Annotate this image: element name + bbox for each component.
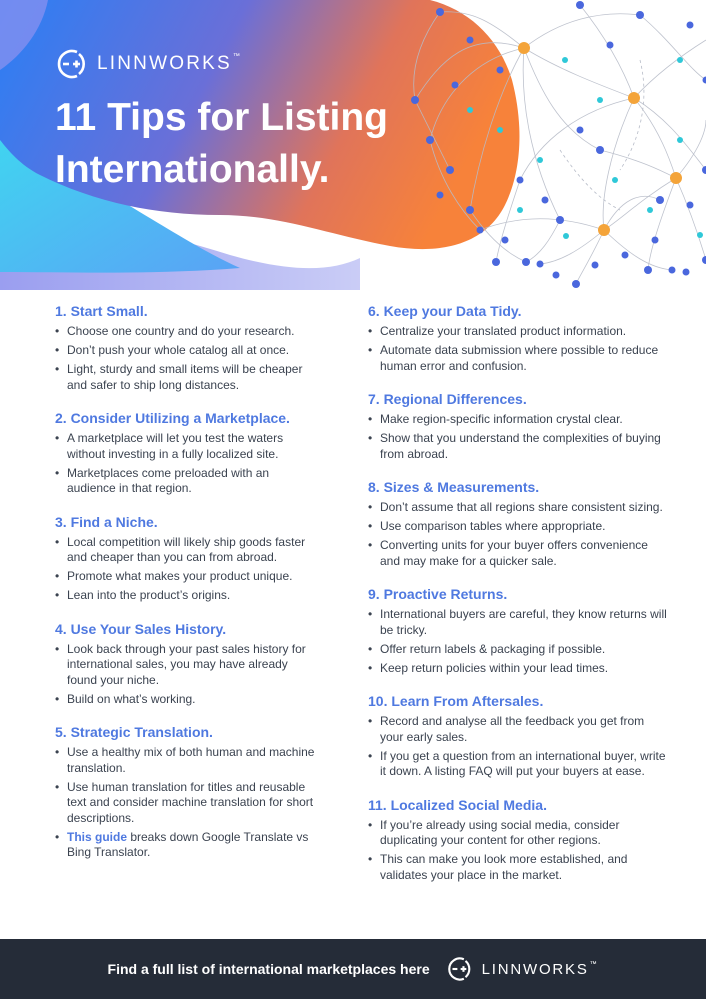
tip-heading: 7. Regional Differences.: [368, 391, 527, 407]
tip-5: [55, 723, 317, 861]
tip-bullet: • This can make you look more established, and validates your place in the market.: [368, 852, 668, 883]
tip-bullet: • Local competition will likely ship goods faster and cheaper than you can from abroad.: [55, 535, 317, 566]
tip-heading: 6. Keep your Data Tidy.: [368, 303, 522, 319]
tip-bullet: • Light, sturdy and small items will be cheaper and safer to ship long distances.: [55, 362, 317, 393]
tip-bullet: • Look back through your past sales history for international sales, you may have already found your niche.: [55, 642, 317, 689]
linnworks-logo-icon: [55, 48, 87, 80]
footer-brand-logo[interactable]: [446, 956, 599, 982]
tip-8: [368, 478, 668, 569]
tip-bullet: • If you get a question from an international buyer, write it down. A listing FAQ will put your buyers at ease.: [368, 749, 668, 780]
tip-heading: 8. Sizes & Measurements.: [368, 479, 540, 495]
guide-description: breaks down Google Translate vs Bing Translator.: [67, 829, 309, 859]
tips-column-right: [368, 302, 668, 899]
tip-heading: 5. Strategic Translation.: [55, 724, 213, 740]
tip-1: [55, 302, 317, 393]
tip-bullet: • Build on what’s working.: [55, 692, 317, 708]
tip-bullet: • Don’t push your whole catalog all at once.: [55, 343, 317, 359]
tip-heading: 3. Find a Niche.: [55, 513, 158, 530]
tip-bullet: • Offer return labels & packaging if possible.: [368, 642, 668, 658]
title-line-1: 11 Tips for Listing: [55, 96, 389, 139]
tip-9: [368, 585, 668, 676]
tip-bullet: • Promote what makes your product unique.: [55, 569, 317, 585]
tip-7: [368, 390, 668, 462]
tip-bullet: • Marketplaces come preloaded with an audience in that region.: [55, 466, 317, 497]
tip-heading: 1. Start Small.: [55, 303, 148, 319]
brand-logo[interactable]: [55, 48, 242, 80]
page-title: [55, 92, 415, 196]
tip-bullet: • Use a healthy mix of both human and machine translation.: [55, 745, 317, 776]
hero-banner: [0, 0, 706, 300]
footer-brand-name: LINNWORKS™: [481, 960, 599, 978]
tip-11: [368, 796, 668, 884]
tip-heading: 9. Proactive Returns.: [368, 586, 508, 602]
linnworks-logo-icon: [446, 956, 472, 982]
tip-heading: 11. Localized Social Media.: [368, 796, 547, 813]
tip-bullet: • Converting units for your buyer offers convenience and may make for a quicker sale.: [368, 538, 668, 569]
title-line-2: Internationally.: [55, 148, 330, 191]
tip-bullet: • Use human translation for titles and reusable text and consider machine translation for short descriptions.: [55, 780, 317, 827]
tip-bullet: • Choose one country and do your research.: [55, 324, 317, 340]
marketplaces-cta-link[interactable]: Find a full list of international marketplaces here: [107, 961, 430, 977]
tip-bullet: • Make region-specific information crystal clear.: [368, 412, 668, 428]
tip-bullet: • Lean into the product’s origins.: [55, 588, 317, 604]
footer-bar[interactable]: [0, 939, 706, 999]
tip-bullet: • If you’re already using social media, consider duplicating your content for other regions.: [368, 818, 668, 849]
tip-bullet: • A marketplace will let you test the waters without investing in a fully localized site.: [55, 431, 317, 462]
tip-bullet: • Use comparison tables where appropriate.: [368, 519, 668, 535]
this-guide-link[interactable]: This guide: [67, 829, 127, 844]
tip-10: [368, 692, 668, 780]
tip-3: [55, 513, 317, 604]
tip-6: [368, 302, 668, 374]
tip-bullet: • Record and analyse all the feedback you get from your early sales.: [368, 714, 668, 745]
tip-bullet: • Centralize your translated product information.: [368, 324, 668, 340]
tip-bullet: • Automate data submission where possible to reduce human error and confusion.: [368, 343, 668, 374]
tip-bullet: • International buyers are careful, they know returns will be tricky.: [368, 607, 668, 638]
tip-heading: 10. Learn From Aftersales.: [368, 693, 544, 709]
tip-bullet: [55, 830, 317, 861]
tip-2: [55, 409, 317, 497]
tip-4: [55, 620, 317, 708]
tip-bullet: • Keep return policies within your lead times.: [368, 661, 668, 677]
tip-heading: 2. Consider Utilizing a Marketplace.: [55, 410, 290, 426]
tip-bullet: • Show that you understand the complexities of buying from abroad.: [368, 431, 668, 462]
tips-column-left: [55, 302, 317, 877]
tip-heading: 4. Use Your Sales History.: [55, 620, 227, 637]
brand-name: LINNWORKS™: [97, 53, 243, 74]
tip-bullet: • Don’t assume that all regions share consistent sizing.: [368, 500, 668, 516]
